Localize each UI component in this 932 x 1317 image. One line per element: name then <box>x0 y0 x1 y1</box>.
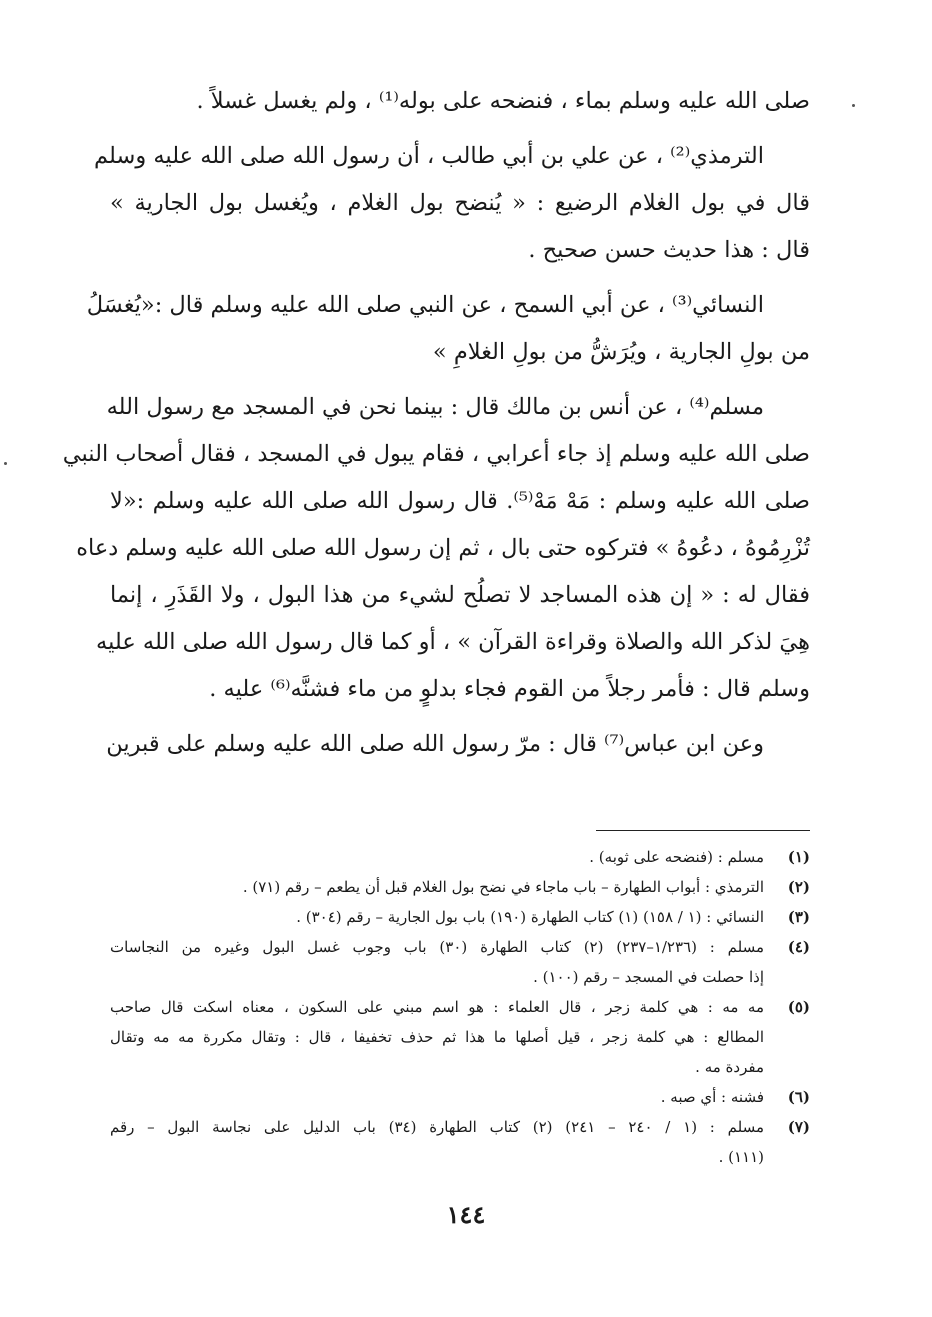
footnote-line: مه مه : هي كلمة زجر ، قال العلماء : هو اسم مبني على السكون ، معناه اسكت قال صاحب <box>110 998 764 1016</box>
scan-speck <box>852 104 855 107</box>
footnote-line: النسائي : (١ / ١٥٨) (١) كتاب الطهارة (١٩٠) باب بول الجارية – رقم (٣٠٤) . <box>296 908 764 926</box>
footnote-text <box>110 902 764 932</box>
footnote-line: (١١١) . <box>718 1148 764 1166</box>
text-line: الترمذي⁽²⁾ ، عن علي بن أبي طالب ، أن رسول الله صلى الله عليه وسلم <box>94 143 764 169</box>
footnote-number: (٦) <box>787 1088 810 1106</box>
footnote-number: (١) <box>787 848 810 866</box>
text-line: وسلم قال : فأمر رجلاً من القوم فجاء بدلوٍ من ماء فشنَّه⁽⁶⁾ عليه . <box>209 676 810 702</box>
footnote-number: (٤) <box>787 938 810 956</box>
paragraph-1 <box>110 78 810 125</box>
scan-speck <box>4 462 7 465</box>
footnote-divider <box>596 830 810 831</box>
text-line: مسلم⁽⁴⁾ ، عن أنس بن مالك قال : بينما نحن في المسجد مع رسول الله <box>106 394 764 420</box>
text-line: وعن ابن عباس⁽⁷⁾ قال : مرّ رسول الله صلى الله عليه وسلم على قبرين <box>106 731 764 757</box>
footnote-line: مسلم : (فنضحه على ثوبه) . <box>589 848 764 866</box>
footnote-6 <box>110 1082 810 1112</box>
footnote-line: فشنه : أي صبه . <box>660 1088 764 1106</box>
footnote-line: مفردة مه . <box>695 1058 764 1076</box>
paragraph-2 <box>94 133 810 274</box>
footnote-number: (٥) <box>787 998 810 1016</box>
text-line: قال في بول الغلام الرضيع : « يُنضح بول الغلام ، ويُغسل بول الجارية » <box>110 190 810 216</box>
footnote-text <box>110 932 764 992</box>
text-line: تُزْرِمُوهُ ، دعُوهُ » فتركوه حتى بال ، ثم إن رسول الله صلى الله عليه وسلم دعاه <box>76 535 810 561</box>
footnote-line: مسلم : (١/٢٣٦–٢٣٧) (٢) كتاب الطهارة (٣٠) باب وجوب غسل البول وغيره من النجاسات <box>110 938 764 956</box>
footnote-text <box>110 842 764 872</box>
footnote-5 <box>110 992 810 1082</box>
text-line: صلى الله عليه وسلم بماء ، فنضحه على بوله⁽¹⁾ ، ولم يغسل غسلاً . <box>196 88 810 114</box>
footnote-2 <box>110 872 810 902</box>
paragraph-4 <box>62 384 810 713</box>
footnote-line: المطالع : هي كلمة زجر ، قيل أصلها ما هذا ثم حذف تخفيفا ، قال : وتقال مكررة مه مه وتقال <box>110 1028 764 1046</box>
text-line: قال : هذا حديث حسن صحيح . <box>528 237 810 263</box>
text-line: هِيَ لذكر الله والصلاة وقراءة القرآن » ، أو كما قال رسول الله صلى الله عليه <box>96 629 810 655</box>
footnote-4 <box>110 932 810 992</box>
footnote-line: مسلم : (١ / ٢٤٠ – ٢٤١) (٢) كتاب الطهارة (٣٤) باب الدليل على نجاسة البول – رقم <box>110 1118 764 1136</box>
footnote-text <box>110 992 764 1082</box>
footnote-7 <box>110 1112 810 1172</box>
footnote-line: الترمذي : أبواب الطهارة – باب ماجاء في نضح بول الغلام قبل أن يطعم – رقم (٧١) . <box>242 878 764 896</box>
text-line: فقال له : « إن هذه المساجد لا تصلُح لشيء من هذا البول ، ولا القَذَرِ ، إنما <box>110 582 810 608</box>
page-number: ١٤٤ <box>446 1200 486 1229</box>
text-line: صلى الله عليه وسلم : مَهْ مَهْ⁽⁵⁾. قال رسول الله صلى الله عليه وسلم :«لا <box>110 488 810 514</box>
footnote-text <box>110 872 764 902</box>
footnote-number: (٧) <box>787 1118 810 1136</box>
paragraph-5 <box>106 721 810 768</box>
footnote-1 <box>110 842 810 872</box>
footnote-text <box>110 1112 764 1172</box>
footnote-text <box>110 1082 764 1112</box>
text-line: من بولِ الجارية ، ويُرَشُّ من بولِ الغلامِ » <box>432 339 810 365</box>
footnote-number: (٣) <box>787 908 810 926</box>
footnote-number: (٢) <box>787 878 810 896</box>
text-line: النسائي⁽³⁾ ، عن أبي السمح ، عن النبي صلى الله عليه وسلم قال :«يُغسَلُ <box>86 292 764 318</box>
main-text <box>62 78 810 776</box>
footnote-line: إذا حصلت في المسجد – رقم (١٠٠) . <box>533 968 764 986</box>
paragraph-3 <box>86 282 810 376</box>
footnote-3 <box>110 902 810 932</box>
footnotes <box>110 842 810 1172</box>
text-line: صلى الله عليه وسلم إذ جاء أعرابي ، فقام يبول في المسجد ، فقال أصحاب النبي <box>62 441 810 467</box>
